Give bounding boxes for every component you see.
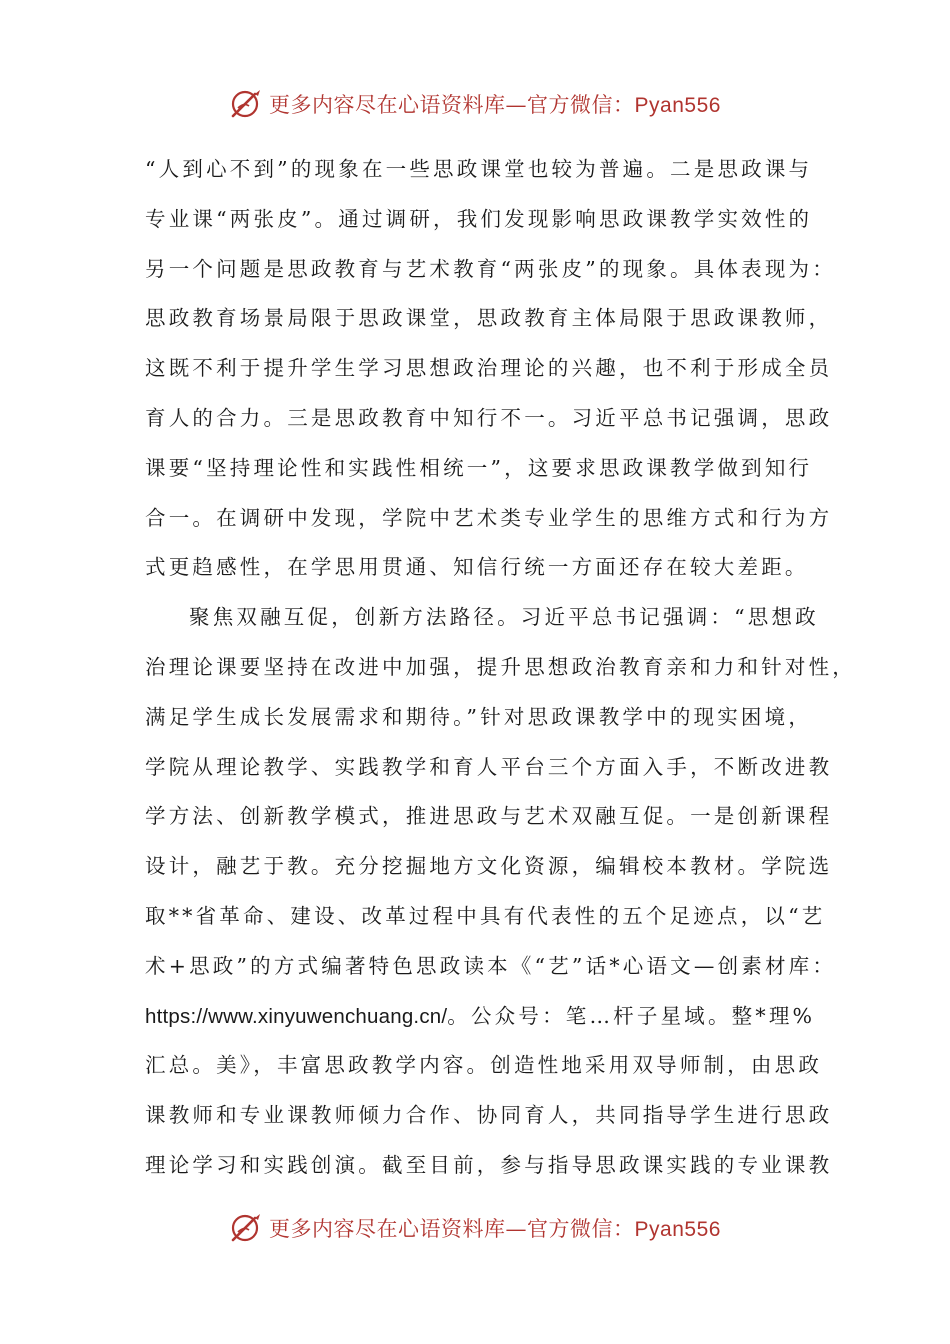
text-line: “人到心不到”的现象在一些思政课堂也较为普遍。二是思政课与 [145, 157, 813, 181]
text-line: 取**省革命、建设、改革过程中具有代表性的五个足迹点，以“艺 [145, 903, 826, 928]
pen-logo-icon [229, 87, 263, 121]
text-line: 合一。在调研中发现，学院中艺术类专业学生的思维方式和行为方 [145, 505, 833, 530]
text-line: 课教师和专业课教师倾力合作、协同育人，共同指导学生进行思政 [145, 1103, 833, 1128]
text-line: 治理论课要坚持在改进中加强，提升思想政治教育亲和力和针对性， [145, 654, 856, 679]
text-line: 学院从理论教学、实践教学和育人平台三个方面入手，不断改进教 [145, 754, 833, 779]
text-line: 另一个问题是思政教育与艺术教育“两张皮”的现象。具体表现为： [145, 256, 836, 281]
text-line: 汇总。美》，丰富思政教学内容。创造性地采用双导师制，由思政 [145, 1053, 823, 1078]
text-line: 术+思政”的方式编著特色思政读本《“艺”话*心语文—创素材库： [145, 953, 837, 978]
footer-banner [0, 1208, 950, 1248]
website-url: https://www.xinyuwenchuang.cn/ [145, 1004, 448, 1028]
banner-wechat-id: Pyan556 [634, 94, 721, 117]
url-text-line [145, 992, 821, 1042]
text-line: 课要“坚持理论性和实践性相统一”，这要求思政课教学做到知行 [145, 455, 813, 480]
text-line: 思政教育场景局限于思政课堂，思政教育主体局限于思政课教师， [145, 306, 833, 331]
text-line: 这既不利于提升学生学习思想政治理论的兴趣，也不利于形成全员 [145, 356, 833, 381]
pen-logo-icon [229, 1211, 263, 1245]
document-body [145, 145, 856, 1191]
text-line: 理论学习和实践创演。截至目前，参与指导思政课实践的专业课教 [145, 1152, 833, 1177]
banner-wechat-id: Pyan556 [634, 1218, 721, 1241]
url-line-rest: 。公众号：笔…杆子星域。整*理% [447, 1003, 816, 1028]
banner-text: 更多内容尽在心语资料库—官方微信：Pyan556 [269, 1217, 721, 1241]
text-line: 学方法、创新教学模式，推进思政与艺术双融互促。一是创新课程 [145, 804, 833, 829]
text-line: 满足学生成长发展需求和期待。”针对思政课教学中的现实困境， [145, 704, 813, 729]
text-line: 设计，融艺于教。充分挖掘地方文化资源，编辑校本教材。学院选 [145, 854, 833, 879]
text-line: 育人的合力。三是思政教育中知行不一。习近平总书记强调，思政 [145, 405, 833, 430]
header-banner [0, 84, 950, 124]
text-line: 专业课“两张皮”。通过调研，我们发现影响思政课教学实效性的 [145, 206, 813, 231]
paragraph-start-line: 聚焦双融互促，创新方法路径。习近平总书记强调：“思想政 [189, 605, 819, 630]
banner-text: 更多内容尽在心语资料库—官方微信：Pyan556 [269, 93, 721, 117]
text-line: 式更趋感性，在学思用贯通、知信行统一方面还存在较大差距。 [145, 555, 809, 580]
